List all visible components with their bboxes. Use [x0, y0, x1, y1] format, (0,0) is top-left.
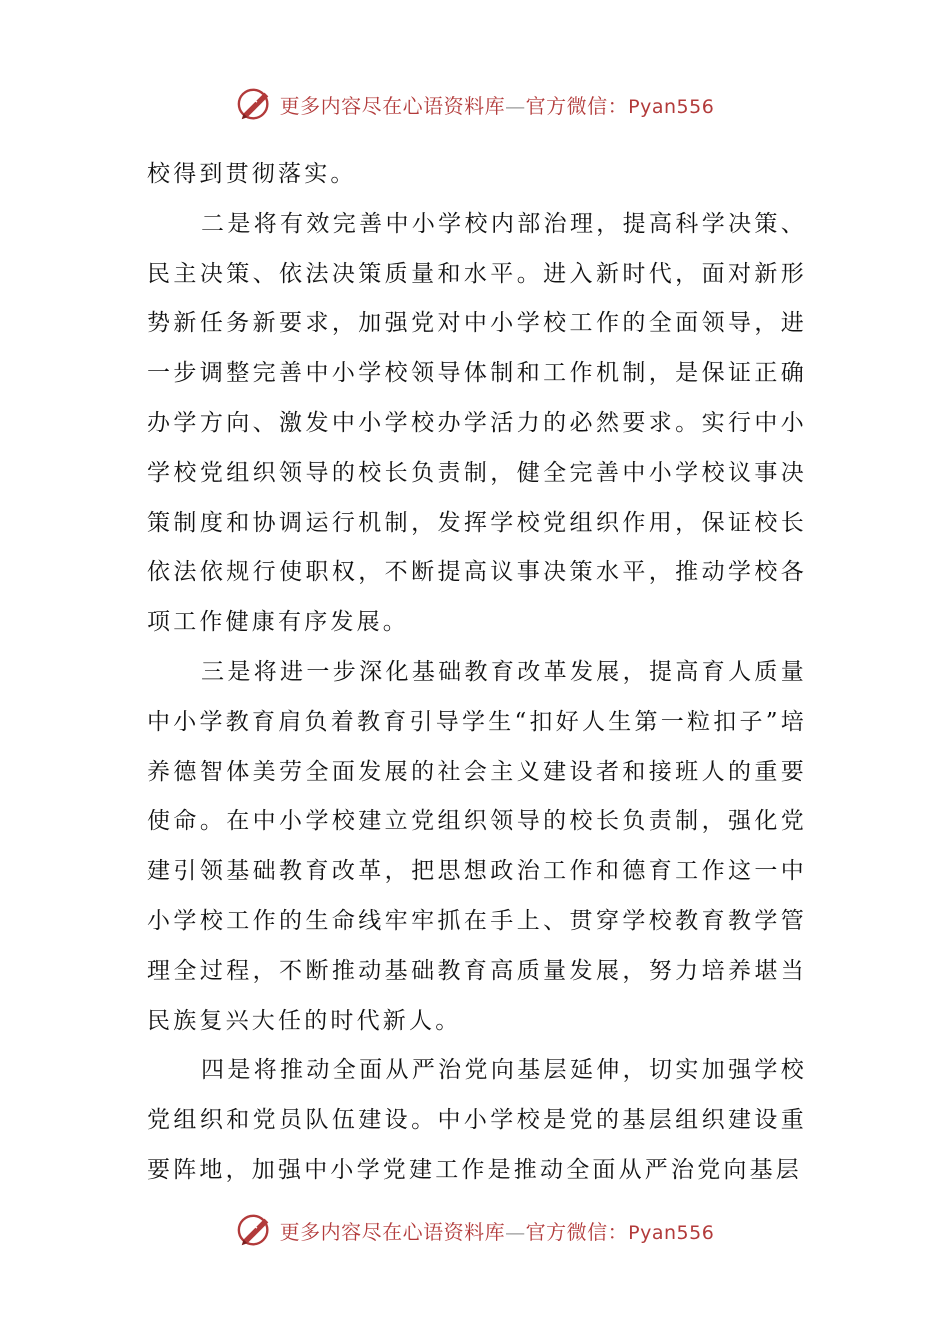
- paragraph-4: 四是将推动全面从严治党向基层延伸，切实加强学校党组织和党员队伍建设。中小学校是党的基层组织建设重要阵地，加强中小学党建工作是推动全面从严治党向基层: [147, 1057, 807, 1183]
- paragraph-2: 二是将有效完善中小学校内部治理，提高科学决策、民主决策、依法决策质量和水平。进入新时代，面对新形势新任务新要求，加强党对中小学校工作的全面领导，进一步调整完善中小学校领导体制和工作机制，是保证正确办学方向、激发中小学校办学活力的必然要求。实行中小学校党组织领导的校长负责制，健全完善中小学校议事决策制度和协调运行机制，发挥学校党组织作用，保证校长依法依规行使职权，不断提高议事决策水平，推动学校各项工作健康有序发展。: [147, 210, 807, 636]
- paragraph-1: 校得到贯彻落实。: [147, 161, 357, 187]
- pen-logo-icon: [236, 1211, 274, 1249]
- footer-banner-separator: —: [505, 1219, 526, 1244]
- paragraph-3: 三是将进一步深化基础教育改革发展，提高育人质量中小学教育肩负着教育引导学生“扣好人生第一粒扣子”培养德智体美劳全面发展的社会主义建设者和接班人的重要使命。在中小学校建立党组织领导的校长负责制，强化党建引领基础教育改革，把思想政治工作和德育工作这一中小学校工作的生命线牢牢抓在手上、贯穿学校教育教学管理全过程，不断推动基础教育高质量发展，努力培养堪当民族复兴大任的时代新人。: [147, 658, 807, 1034]
- pen-logo-icon: [236, 85, 274, 123]
- header-banner-main: 更多内容尽在心语资料库: [279, 93, 506, 118]
- header-banner-separator: —: [505, 93, 526, 118]
- document-body: [147, 150, 807, 1196]
- footer-banner-tail: 官方微信：: [525, 1219, 629, 1244]
- footer-banner-wechat-id: Pyan556: [628, 1221, 715, 1244]
- header-banner-wechat-id: Pyan556: [628, 95, 715, 118]
- header-banner-text: [280, 90, 715, 119]
- footer-banner: [0, 1210, 950, 1250]
- footer-banner-main: 更多内容尽在心语资料库: [279, 1219, 506, 1244]
- footer-banner-text: [280, 1216, 715, 1245]
- header-banner-tail: 官方微信：: [525, 93, 629, 118]
- header-banner: [0, 84, 950, 124]
